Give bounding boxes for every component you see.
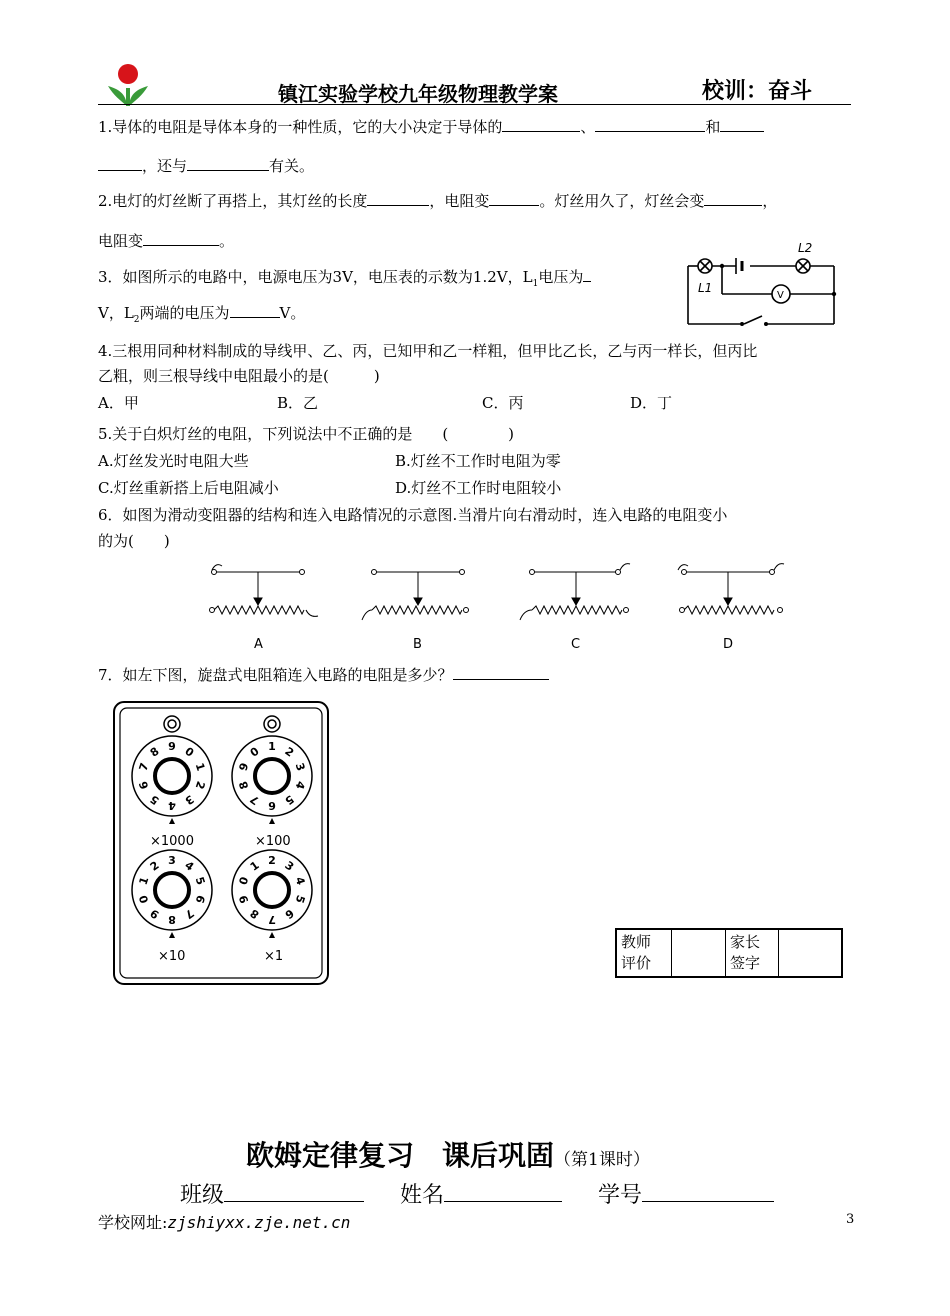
name-field[interactable] xyxy=(444,1181,562,1202)
dial-pointer-icon xyxy=(169,818,175,824)
dial-digit: 5 xyxy=(292,893,308,905)
q3-blank-2[interactable] xyxy=(230,303,280,318)
dial-digit: 3 xyxy=(182,792,197,808)
q4-option-d[interactable]: D．丁 xyxy=(630,394,673,412)
dial-digit: 8 xyxy=(247,906,262,922)
question-4-line-1: 4.三根用同种材料制成的导线甲、乙、丙，已知甲和乙一样粗，但甲比乙长，乙与丙一样长，但丙比 xyxy=(98,342,758,360)
dial-pointer-icon xyxy=(269,818,275,824)
rheostat-b xyxy=(362,570,469,621)
q2-text-d: ， xyxy=(762,192,778,210)
dial-pointer-icon xyxy=(269,932,275,938)
dial-1[interactable] xyxy=(232,850,312,938)
dial-digit: 3 xyxy=(282,858,297,874)
dial-10[interactable] xyxy=(132,850,212,938)
dial-digit: 4 xyxy=(182,858,197,874)
dial-digit: 1 xyxy=(268,740,276,753)
rheostat-c xyxy=(520,564,630,620)
dial-digit: 0 xyxy=(182,744,197,760)
question-3-line-1 xyxy=(98,266,591,289)
dial-digit: 1 xyxy=(136,875,152,887)
dial-digit: 7 xyxy=(268,913,276,926)
dial-digit: 0 xyxy=(247,744,262,760)
q1-text-2: ，还与 xyxy=(142,157,188,175)
question-7-line xyxy=(98,664,549,685)
dial-digit: 9 xyxy=(236,761,252,773)
question-6-line-2: 的为( ) xyxy=(98,532,170,550)
question-1-line-2 xyxy=(98,155,314,176)
q3-label-l2: L2 xyxy=(798,241,813,255)
q2-blank-3[interactable] xyxy=(704,191,762,206)
q1-blank-3b[interactable] xyxy=(98,156,142,171)
q5-option-a[interactable]: A.灯丝发光时电阻大些 xyxy=(98,452,249,470)
q3-voltmeter-label: V xyxy=(777,290,784,301)
parent-sign-label: 家长 签字 xyxy=(726,929,779,977)
dial-label-100: ×100 xyxy=(255,834,291,849)
dial-digit: 8 xyxy=(147,744,162,760)
q1-blank-2[interactable] xyxy=(595,117,705,132)
dial-1000[interactable] xyxy=(132,736,212,824)
dial-digit: 9 xyxy=(147,906,162,922)
dial-label-1: ×1 xyxy=(264,949,284,964)
question-1-line-1 xyxy=(98,116,764,137)
q3-text-b: 电压为 xyxy=(538,268,584,286)
q3-label-l1: L1 xyxy=(698,281,713,295)
rheostat-d xyxy=(678,564,784,614)
teacher-eval-cell[interactable] xyxy=(672,929,726,977)
q7-stem: 7．如左下图，旋盘式电阻箱连入电路的电阻是多少？ xyxy=(98,666,453,684)
evaluation-table xyxy=(615,928,843,978)
q2-blank-2[interactable] xyxy=(489,191,539,206)
q1-tail: 有关。 xyxy=(269,157,315,175)
q7-answer-blank[interactable] xyxy=(453,665,549,680)
q1-text: 1.导体的电阻是导体本身的一种性质，它的大小决定于导体的 xyxy=(98,118,503,136)
dial-digit: 5 xyxy=(282,792,297,808)
q2-text-c: 。灯丝用久了，灯丝会变 xyxy=(539,192,705,210)
question-3-line-2 xyxy=(98,302,305,325)
q2-blank-4[interactable] xyxy=(143,231,219,246)
parent-sign-cell[interactable] xyxy=(779,929,843,977)
q5-option-c[interactable]: C.灯丝重新搭上后电阻减小 xyxy=(98,479,279,497)
q1-and: 和 xyxy=(705,118,721,136)
dial-digit: 1 xyxy=(247,858,262,874)
dial-digit: 9 xyxy=(236,893,252,905)
q1-blank-4[interactable] xyxy=(187,156,269,171)
q3-text-d: 两端的电压为 xyxy=(139,304,230,322)
id-label: 学号 xyxy=(598,1183,643,1208)
dial-digit: 7 xyxy=(136,761,152,773)
dial-digit: 5 xyxy=(192,875,208,887)
student-info-row xyxy=(180,1178,774,1209)
bottom-title: 欧姆定律复习 课后巩固 xyxy=(246,1139,555,1172)
logo-red-dot xyxy=(118,64,138,84)
dial-digit: 7 xyxy=(182,906,197,922)
q6-label-b: B xyxy=(413,637,422,652)
dial-digit: 6 xyxy=(268,799,276,812)
footer-site-url[interactable]: zjshiyxx.zje.net.cn xyxy=(167,1213,351,1232)
q6-label-d: D xyxy=(723,637,734,652)
dial-digit: 0 xyxy=(236,875,252,887)
dial-digit: 2 xyxy=(282,744,297,760)
dial-label-10: ×10 xyxy=(158,949,186,964)
school-motto: 校训：奋斗 xyxy=(702,79,813,104)
q3-blank-1[interactable] xyxy=(583,267,591,282)
dial-100[interactable] xyxy=(232,736,312,824)
dial-digit: 2 xyxy=(147,858,162,874)
dial-digit: 5 xyxy=(147,792,162,808)
dial-label-1000: ×1000 xyxy=(150,834,194,849)
q6-rheostat-figures xyxy=(200,556,800,656)
dial-digit: 6 xyxy=(192,893,208,905)
q5-option-d[interactable]: D.灯丝不工作时电阻较小 xyxy=(395,479,562,497)
dial-digit: 4 xyxy=(292,779,308,791)
dial-digit: 2 xyxy=(192,779,208,791)
header-title: 镇江实验学校九年级物理教学案 xyxy=(278,82,558,106)
question-4-line-2: 乙粗，则三根导线中电阻最小的是( ) xyxy=(98,367,380,385)
q6-label-a: A xyxy=(254,637,263,652)
dial-digit: 8 xyxy=(168,913,176,926)
page-number: 3 xyxy=(846,1212,855,1227)
class-field[interactable] xyxy=(224,1181,364,1202)
q5-option-b[interactable]: B.灯丝不工作时电阻为零 xyxy=(395,452,561,470)
question-2-line-2 xyxy=(98,230,234,251)
q1-blank-1[interactable] xyxy=(502,117,580,132)
resistance-box-figure xyxy=(112,700,330,986)
q2-text-f: 。 xyxy=(219,232,235,250)
id-field[interactable] xyxy=(642,1181,774,1202)
q4-option-c[interactable]: C．丙 xyxy=(482,394,524,412)
q2-text-b: ，电阻变 xyxy=(429,192,490,210)
q3-text-c: V，L xyxy=(98,304,134,322)
q2-text-e: 电阻变 xyxy=(98,232,144,250)
q4-option-a[interactable]: A．甲 xyxy=(98,394,139,412)
dial-digit: 2 xyxy=(268,854,276,867)
q6-label-c: C xyxy=(571,637,581,652)
dial-digit: 6 xyxy=(136,779,152,791)
dial-digit: 1 xyxy=(192,761,208,773)
q3-sub-2: 2 xyxy=(133,315,140,325)
question-6-line-1: 6．如图为滑动变阻器的结构和连入电路情况的示意图.当滑片向右滑动时，连入电路的电阻变小 xyxy=(98,506,728,524)
footer-site-label: 学校网址: xyxy=(98,1213,168,1232)
q4-option-b[interactable]: B．乙 xyxy=(277,394,319,412)
question-5-stem: 5.关于白炽灯丝的电阻，下列说法中不正确的是 ( ) xyxy=(98,425,515,443)
dial-digit: 0 xyxy=(136,893,152,905)
q3-sub-1: 1 xyxy=(532,279,539,289)
bottom-title-row xyxy=(246,1134,650,1174)
dial-digit: 4 xyxy=(168,799,176,812)
q2-text-a: 2.电灯的灯丝断了再搭上，其灯丝的长度 xyxy=(98,192,368,210)
dial-digit: 7 xyxy=(247,792,262,808)
q3-text-e: V。 xyxy=(279,304,306,322)
header-rule xyxy=(98,104,851,105)
dial-digit: 6 xyxy=(282,906,297,922)
footer-site xyxy=(98,1210,350,1233)
rheostat-a xyxy=(210,565,319,617)
dial-digit: 3 xyxy=(292,761,308,773)
question-2-line-1 xyxy=(98,190,777,211)
name-label: 姓名 xyxy=(400,1183,445,1208)
school-logo xyxy=(100,62,156,110)
dial-digit: 4 xyxy=(292,875,308,887)
q3-circuit-diagram xyxy=(682,236,848,332)
bottom-subtitle: （第1课时） xyxy=(554,1150,650,1170)
dial-pointer-icon xyxy=(169,932,175,938)
dial-digit: 8 xyxy=(236,779,252,791)
dial-digit: 3 xyxy=(168,854,176,867)
q3-text-a: 3．如图所示的电路中，电源电压为3V，电压表的示数为1.2V，L xyxy=(98,268,533,286)
q1-sep: 、 xyxy=(580,118,596,136)
dial-digit: 9 xyxy=(168,740,176,753)
q1-blank-3[interactable] xyxy=(720,117,764,132)
class-label: 班级 xyxy=(180,1183,225,1208)
teacher-eval-label: 教师 评价 xyxy=(616,929,672,977)
q2-blank-1[interactable] xyxy=(367,191,429,206)
